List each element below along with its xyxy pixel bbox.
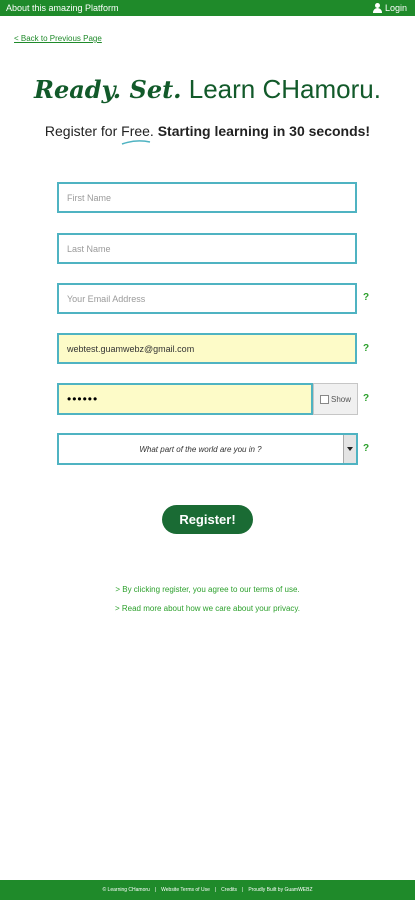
show-password-label: Show bbox=[330, 394, 351, 404]
login-link[interactable] bbox=[373, 3, 407, 13]
footer-separator: | bbox=[154, 887, 157, 893]
register-button[interactable]: Register! bbox=[162, 505, 253, 534]
password-help-icon[interactable]: ? bbox=[363, 393, 370, 404]
location-help-icon[interactable]: ? bbox=[363, 443, 370, 454]
footer-link-copyright[interactable]: © Learning CHamoru bbox=[102, 887, 150, 893]
location-select-value: What part of the world are you in ? bbox=[139, 445, 262, 454]
email-placeholder-field bbox=[57, 283, 357, 314]
password-field bbox=[57, 383, 313, 415]
subtitle-free-wrap bbox=[121, 123, 154, 139]
password-input[interactable] bbox=[59, 385, 311, 413]
privacy-link[interactable]: > Read more about how we care about your privacy. bbox=[114, 604, 301, 613]
show-password-toggle[interactable] bbox=[313, 383, 358, 415]
terms-link[interactable]: > By clicking register, you agree to our terms of use. bbox=[115, 585, 300, 594]
first-name-field bbox=[57, 182, 357, 213]
login-label: Login bbox=[384, 3, 407, 13]
chevron-down-icon bbox=[343, 435, 356, 463]
title-main: Learn CHamoru. bbox=[188, 74, 381, 104]
title-script: Ready. Set. bbox=[34, 75, 182, 104]
subtitle-prefix: Register for bbox=[44, 123, 118, 139]
location-select[interactable] bbox=[57, 433, 358, 465]
email-help-icon[interactable]: ? bbox=[363, 292, 370, 303]
about-platform-link[interactable]: About this amazing Platform bbox=[6, 3, 119, 13]
page-title bbox=[0, 74, 415, 105]
footer-separator: | bbox=[214, 887, 217, 893]
footer-link-builder[interactable]: Proudly Built by GuamWEBZ bbox=[248, 887, 313, 893]
email-confirm-input[interactable] bbox=[59, 335, 355, 362]
swoosh-underline-icon bbox=[121, 139, 151, 145]
last-name-input[interactable] bbox=[59, 235, 355, 262]
email-confirm-help-icon[interactable]: ? bbox=[363, 343, 370, 354]
subtitle-bold: Starting learning in 30 seconds! bbox=[157, 123, 371, 139]
footer-separator: | bbox=[242, 887, 244, 893]
back-to-previous-link[interactable]: < Back to Previous Page bbox=[14, 34, 102, 43]
email-input[interactable] bbox=[59, 285, 355, 312]
last-name-field bbox=[57, 233, 357, 264]
first-name-input[interactable] bbox=[59, 184, 355, 211]
checkbox-icon bbox=[320, 395, 329, 404]
footer-link-terms[interactable]: Website Terms of Use bbox=[161, 887, 210, 893]
email-confirm-field bbox=[57, 333, 357, 364]
footer-link-credits[interactable]: Credits bbox=[221, 887, 238, 893]
footer bbox=[0, 880, 415, 900]
top-bar bbox=[0, 0, 415, 16]
subtitle-free: Free. bbox=[121, 123, 154, 139]
subtitle bbox=[0, 123, 415, 139]
user-icon bbox=[373, 3, 382, 13]
